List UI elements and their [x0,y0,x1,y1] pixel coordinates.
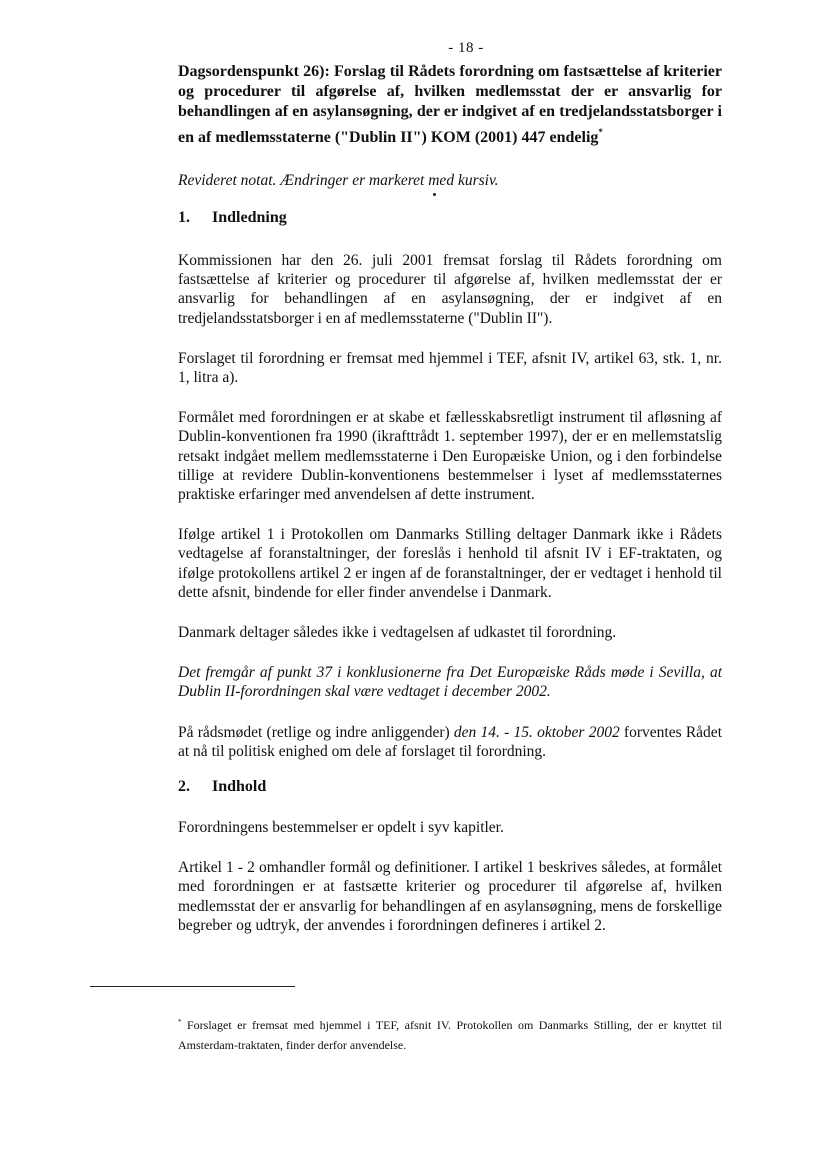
paragraph: Artikel 1 - 2 omhandler formål og definitioner. I artikel 1 beskrives således, at formålet med forordningen er at fastsætte kriterier og procedurer til afgørelse af, hvilken medlemsstat der er ansvarlig for behandlingen af en asylansøgning, mens de forskellige begreber og udtryk, der anvendes i forordningen defineres i artikel 2. [178,859,722,934]
footnote [178,1012,722,1055]
document-body [178,62,722,935]
paragraph: Danmark deltager således ikke i vedtagelsen af udkastet til forordning. [178,624,617,642]
section-title: Indledning [212,209,287,226]
section-number: 2. [178,778,190,796]
section-heading-indledning [178,208,722,228]
footnote-reference[interactable]: * [598,127,603,137]
paragraph: Kommissionen har den 26. juli 2001 fremsat forslag til Rådets forordning om fastsættelse af kriterier og procedurer til afgørelse af, hvilken medlemsstat der er ansvarlig for behandlingen af en asylansøgning, der er indgivet af en tredjelandsstatsborger i en af medlemsstaterne ("Dublin II"). [178,252,722,327]
text-run-revised: den 14. - 15. oktober 2002 [453,723,620,741]
footnote-text: Forslaget er fremsat med hjemmel i TEF, afsnit IV. Protokollen om Danmarks Stilling, der er knyttet til Amsterdam-traktaten, finder derfor anvendelse. [178,1018,722,1052]
section-number: 1. [178,209,190,226]
paragraph [178,723,722,761]
footnote-marker: * [178,1018,182,1026]
revised-note: Revideret notat. Ændringer er markeret med kursiv. [178,172,499,189]
paragraph: Formålet med forordningen er at skabe et fællesskabsretligt instrument til afløsning af Dublin-konventionen fra 1990 (ikrafttrådt 1. september 1997), der er en mellemstatslig retsakt indgået mellem medlemsstaterne i Den Europæiske Union, og i den forbindelse tillige at revidere Dublin-konventionens bestemmelser i lyset af medlemsstaternes praktiske erfaringer med anvendelsen af dette instrument. [178,409,722,504]
paragraph-revised: Det fremgår af punkt 37 i konklusionerne fra Det Europæiske Råds møde i Sevilla, at Dublin II-forordningen skal være vedtaget i december 2002. [178,664,722,701]
section-title: Indhold [212,778,267,796]
agenda-title [178,62,722,148]
section-heading-indhold [178,777,722,797]
paragraph: Forordningens bestemmelser er opdelt i syv kapitler. [178,819,504,837]
paragraph: Forslaget til forordning er fremsat med hjemmel i TEF, afsnit IV, artikel 63, stk. 1, nr. 1, litra a). [178,349,722,387]
paragraph: Ifølge artikel 1 i Protokollen om Danmarks Stilling deltager Danmark ikke i Rådets vedtagelse af foranstaltninger, der foreslås i henhold til afsnit IV i EF-traktaten, og ifølge protokollens artikel 2 er ingen af de foranstaltninger, der er vedtaget i henhold til dette afsnit, bindende for eller finder anvendelse i Danmark. [178,526,722,601]
text-run: På rådsmødet (retlige og indre anliggender) [178,723,454,741]
text-run: forventes Rådet at nå til politisk enighed om dele af forslaget til forordning. [178,723,722,760]
page-number: - 18 - [448,40,484,56]
agenda-title-text: Dagsordenspunkt 26): Forslag til Rådets forordning om fastsættelse af kriterier og procedurer til afgørelse af, hvilken medlemsstat der er ansvarlig for behandlingen af en asylansøgning, der er indgivet af en tredjelandsstatsborger i en af medlemsstaterne ("Dublin II") KOM (2001) 447 endelig [178,63,722,146]
footnote-divider [90,986,295,987]
